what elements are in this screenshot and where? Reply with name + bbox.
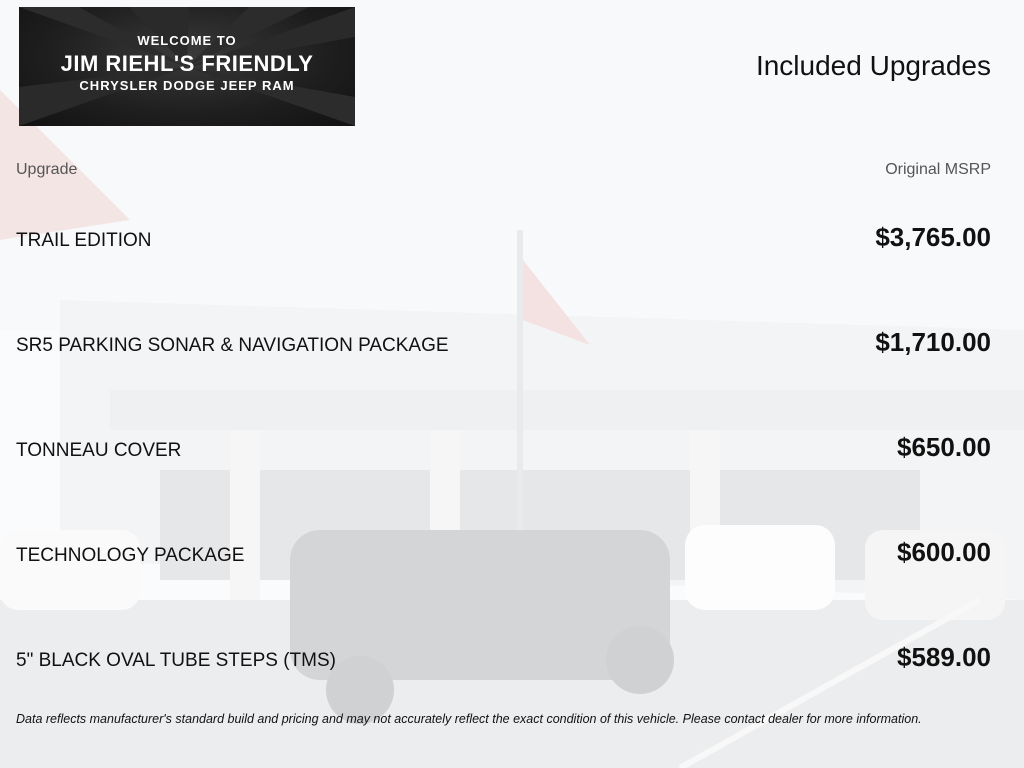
upgrade-price: $650.00: [897, 432, 991, 462]
upgrade-row: [16, 537, 991, 577]
disclaimer-text: Data reflects manufacturer's standard build and pricing and may not accurately reflect the exact condition of this vehicle. Please contact dealer for more information.: [16, 712, 922, 726]
upgrade-row: [16, 222, 991, 262]
dealer-logo: [19, 7, 355, 126]
upgrade-price: $1,710.00: [875, 327, 991, 357]
upgrade-price: $589.00: [897, 642, 991, 672]
upgrade-price: $3,765.00: [875, 222, 991, 252]
upgrade-name: TONNEAU COVER: [16, 440, 182, 461]
upgrade-row: [16, 642, 991, 682]
logo-dealer-name: JIM RIEHL'S FRIENDLY: [60, 51, 314, 76]
upgrade-row: [16, 327, 991, 367]
column-header-upgrade: Upgrade: [16, 161, 78, 178]
upgrade-name: 5" BLACK OVAL TUBE STEPS (TMS): [16, 650, 336, 671]
logo-brands: CHRYSLER DODGE JEEP RAM: [79, 78, 295, 93]
logo-welcome-text: WELCOME TO: [137, 33, 237, 48]
upgrade-row: [16, 432, 991, 472]
upgrade-name: TRAIL EDITION: [16, 230, 152, 251]
upgrade-name: SR5 PARKING SONAR & NAVIGATION PACKAGE: [16, 335, 449, 356]
upgrade-price: $600.00: [897, 537, 991, 567]
upgrade-name: TECHNOLOGY PACKAGE: [16, 545, 245, 566]
column-header-msrp: Original MSRP: [885, 161, 991, 178]
page-title: Included Upgrades: [755, 50, 991, 81]
